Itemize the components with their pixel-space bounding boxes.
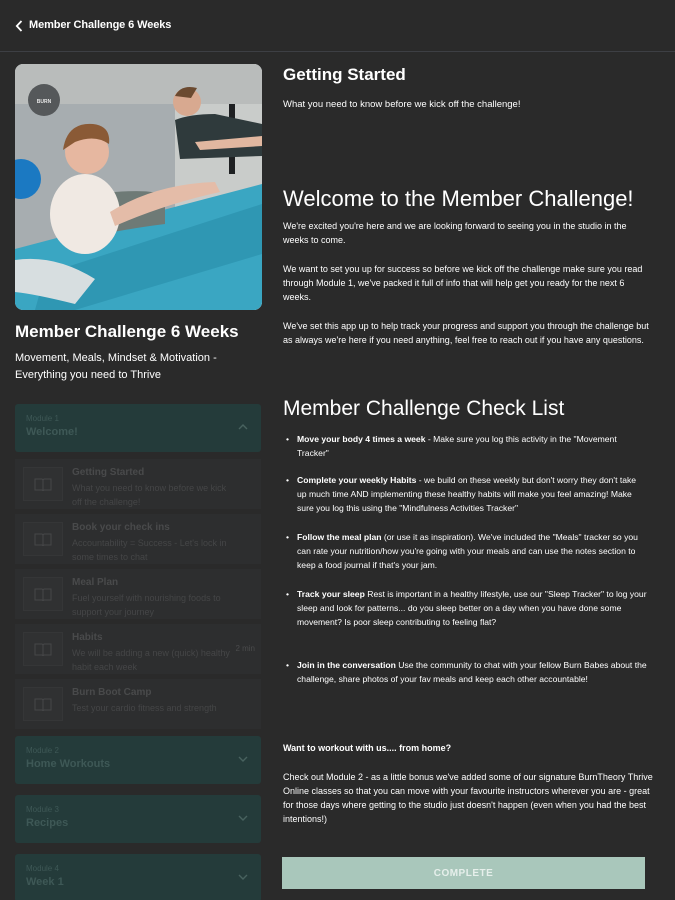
welcome-heading: Welcome to the Member Challenge! — [283, 186, 634, 211]
lesson-duration: 2 min — [235, 644, 255, 653]
chevron-down-icon — [237, 753, 249, 765]
lesson-item-book-check-ins[interactable] — [15, 514, 261, 564]
module-title: Welcome! — [26, 426, 78, 438]
chevron-down-icon — [237, 871, 249, 883]
lesson-item-burn-boot-camp[interactable] — [15, 679, 261, 729]
module-title: Home Workouts — [26, 758, 111, 770]
welcome-paragraph-3: We've set this app up to help track your progress and support you through the challenge but as always we're here if you need anything, feel free to reach out if you have any questions. — [283, 321, 649, 345]
checklist-item: • Follow the meal plan (or use it as inspiration). We've included the "Meals" tracker so you can rate your nutrition/how you're going with your meals and can use the notes section to keep a food journal if that's your jam. — [286, 532, 638, 571]
workout-heading: Want to workout with us.... from home? — [283, 743, 452, 753]
back-button[interactable] — [12, 18, 26, 34]
module-header-home-workouts[interactable] — [15, 736, 261, 784]
module-label: Module 2 — [26, 746, 59, 755]
brand-badge: BURN — [36, 99, 52, 105]
lesson-description: Test your cardio fitness and strength — [72, 703, 217, 713]
lesson-heading: Getting Started — [283, 65, 406, 84]
lesson-title: Burn Boot Camp — [72, 687, 152, 698]
top-bar — [0, 0, 675, 52]
lesson-description: We will be adding a new (quick) healthy habit each week — [72, 648, 230, 672]
checklist-item: • Complete your weekly Habits - we build on these weekly but don't worry they don't take up much time AND implementing these healthy habits will make you feel amazing! Make sure you log this using the "Mindfulness Activities Tracker" — [286, 475, 637, 514]
module-header-recipes[interactable] — [15, 795, 261, 843]
lesson-title: Book your check ins — [72, 522, 170, 533]
chevron-up-icon — [237, 421, 249, 433]
book-icon — [23, 467, 63, 501]
lesson-description: Fuel yourself with nourishing foods to support your journey — [72, 593, 221, 617]
welcome-paragraph-1: We're excited you're here and we are looking forward to seeing you in the studio in the weeks to come. — [283, 221, 627, 245]
lesson-title: Habits — [72, 632, 103, 643]
page-title: Member Challenge 6 Weeks — [29, 19, 172, 31]
lesson-description: What you need to know before we kick off the challenge! — [72, 483, 227, 507]
checklist-item: • Join in the conversation Use the community to chat with your fellow Burn Babes about the challenge, share photos of your fav meals and keep each other accountable! — [286, 660, 647, 685]
lesson-title: Meal Plan — [72, 577, 119, 588]
lesson-title: Getting Started — [72, 467, 145, 478]
module-label: Module 1 — [26, 414, 59, 423]
lesson-item-habits[interactable] — [15, 624, 261, 674]
lesson-item-meal-plan[interactable] — [15, 569, 261, 619]
lesson-item-getting-started[interactable] — [15, 459, 261, 509]
module-label: Module 4 — [26, 864, 59, 873]
course-subtitle: Movement, Meals, Mindset & Motivation - Everything you need to Thrive — [15, 352, 217, 381]
module-label: Module 3 — [26, 805, 59, 814]
checklist-heading: Member Challenge Check List — [283, 397, 565, 420]
book-icon — [23, 687, 63, 721]
checklist-item: • Move your body 4 times a week - Make sure you log this activity in the "Movement Tracker" — [286, 434, 617, 459]
module-title: Week 1 — [26, 876, 64, 888]
lesson-intro: What you need to know before we kick off the challenge! — [283, 99, 521, 110]
book-icon — [23, 522, 63, 556]
course-hero-image — [15, 64, 262, 310]
module-title: Recipes — [26, 817, 69, 829]
course-title: Member Challenge 6 Weeks — [15, 322, 239, 341]
chevron-left-icon — [15, 20, 23, 32]
welcome-paragraph-2: We want to set you up for success so before we kick off the challenge make sure you read through Module 1, we've packed it full of info that will help get you ready for the next 6 weeks. — [283, 264, 643, 302]
workout-paragraph: Check out Module 2 - as a little bonus we've added some of our signature BurnTheory Thrive Online classes so that you can move with your favourite instructors wherever you are - great for those days where getting to the studio just doesn't happen (even when you had the best intentions!) — [283, 772, 653, 824]
module-header-welcome[interactable] — [15, 404, 261, 452]
book-icon — [23, 632, 63, 666]
chevron-down-icon — [237, 812, 249, 824]
complete-button[interactable]: COMPLETE — [282, 857, 645, 889]
book-icon — [23, 577, 63, 611]
checklist-item: • Track your sleep Rest is important in a healthy lifestyle, use our "Sleep Tracker" to log your sleep and look for patterns... do you sleep better on a day when you have done some movement? Is poor sleep contributing to feeling flat? — [286, 589, 647, 628]
module-header-week-1[interactable] — [15, 854, 261, 900]
lesson-description: Accountability = Success - Let's lock in some times to chat — [72, 538, 227, 562]
